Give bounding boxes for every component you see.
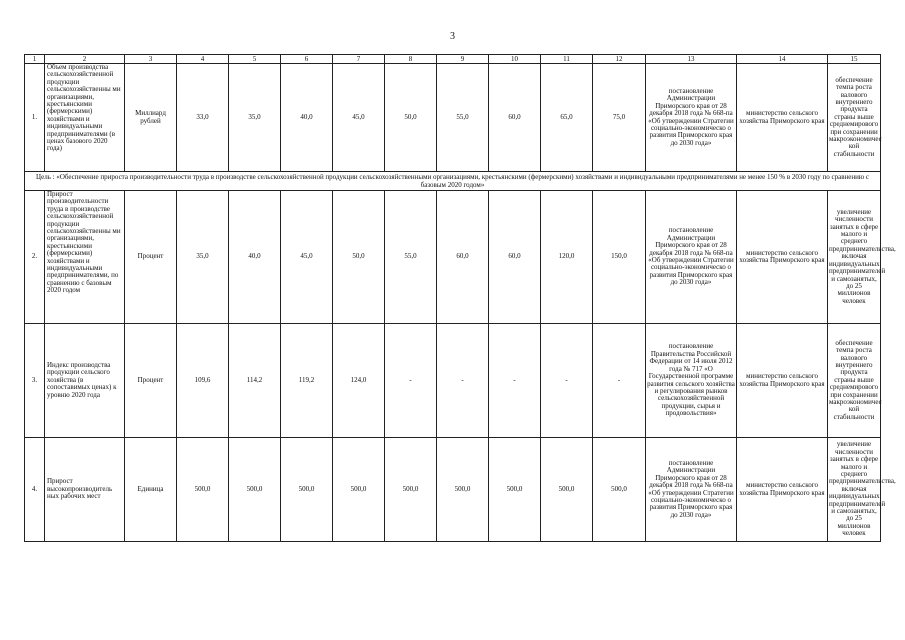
header-cell: 3: [125, 55, 177, 64]
row-number: 4.: [25, 438, 45, 542]
table-row: [25, 64, 881, 172]
responsible-cell: министерство сельского хозяйства Приморского края: [737, 64, 828, 172]
responsible-cell: министерство сельского хозяйства Приморского края: [737, 191, 828, 324]
value-cell: 55,0: [385, 191, 437, 324]
value-cell: 500,0: [437, 438, 489, 542]
header-cell: 4: [177, 55, 229, 64]
document-cell: постановление Правительства Российской Федерации от 14 июля 2012 года № 717 «О Государственной программе развития сельского хозяйства и регулирования рынков сельскохозяйственной продукции, сырья и продовольствия»: [646, 324, 737, 438]
value-cell: 50,0: [333, 191, 385, 324]
value-cell: 500,0: [489, 438, 541, 542]
table-row: [25, 324, 881, 438]
value-cell: -: [541, 324, 593, 438]
indicator-name: Объем производства сельскохозяйственной продукции сельскохозяйственны ми организациями, крестьянскими (фермерскими) хозяйствами и индивидуальными предпринимателями (в ценах базового 2020 года): [45, 64, 125, 172]
value-cell: -: [593, 324, 646, 438]
header-cell: 9: [437, 55, 489, 64]
goal-row: [25, 172, 881, 191]
value-cell: 60,0: [437, 191, 489, 324]
indicator-name: Прирост высокопроизводитель ных рабочих мест: [45, 438, 125, 542]
document-cell: постановление Администрации Приморского края от 28 декабря 2018 года № 668-па «Об утверждении Стратегии социально-экономическо о развития Приморского края до 2030 года»: [646, 438, 737, 542]
document-cell: постановление Администрации Приморского края от 28 декабря 2018 года № 668-па «Об утверждении Стратегии социально-экономическо о развития Приморского края до 2030 года»: [646, 191, 737, 324]
value-cell: 45,0: [333, 64, 385, 172]
header-cell: 15: [828, 55, 881, 64]
value-cell: 500,0: [281, 438, 333, 542]
value-cell: 45,0: [281, 191, 333, 324]
value-cell: 35,0: [177, 191, 229, 324]
value-cell: 500,0: [541, 438, 593, 542]
value-cell: -: [489, 324, 541, 438]
value-cell: 120,0: [541, 191, 593, 324]
unit-cell: Единица: [125, 438, 177, 542]
value-cell: 500,0: [593, 438, 646, 542]
indicators-table: [24, 54, 896, 542]
value-cell: 124,0: [333, 324, 385, 438]
goal-text: Цель : «Обеспечение прироста производительности труда в производстве сельскохозяйственной продукции сельскохозяйственными организациями, крестьянскими (фермерскими) хозяйствами и индивидуальными предпринимателями не менее 150 % в 2030 году по сравнению с базовым 2020 годом»: [25, 172, 881, 191]
header-cell: 2: [45, 55, 125, 64]
header-cell: 1: [25, 55, 45, 64]
value-cell: 500,0: [385, 438, 437, 542]
header-cell: 8: [385, 55, 437, 64]
value-cell: 500,0: [333, 438, 385, 542]
header-cell: 12: [593, 55, 646, 64]
result-cell: увеличение численности занятых в сфере малого и среднего предпринимательства, включая индивидуальных предпринимателей и самозанятых, до 25 миллионов человек: [828, 438, 881, 542]
value-cell: 60,0: [489, 191, 541, 324]
table-row: [25, 438, 881, 542]
value-cell: -: [437, 324, 489, 438]
result-cell: увеличение численности занятых в сфере малого и среднего предпринимательства, включая индивидуальных предпринимателей и самозанятых, до 25 миллионов человек: [828, 191, 881, 324]
indicator-name: Прирост производительности труда в производстве сельскохозяйственной продукции сельскохозяйственны ми организациями, крестьянскими (фермерскими) хозяйствами и индивидуальными предпринимателями, по сравнению с базовым 2020 годом: [45, 191, 125, 324]
value-cell: 33,0: [177, 64, 229, 172]
table-header-row: [25, 55, 881, 64]
value-cell: 40,0: [229, 191, 281, 324]
header-cell: 6: [281, 55, 333, 64]
row-number: 3.: [25, 324, 45, 438]
value-cell: 35,0: [229, 64, 281, 172]
value-cell: 119,2: [281, 324, 333, 438]
page-number: 3: [450, 31, 455, 42]
row-number: 1.: [25, 64, 45, 172]
header-cell: 5: [229, 55, 281, 64]
value-cell: -: [385, 324, 437, 438]
header-cell: 14: [737, 55, 828, 64]
value-cell: 50,0: [385, 64, 437, 172]
value-cell: 500,0: [177, 438, 229, 542]
responsible-cell: министерство сельского хозяйства Приморского края: [737, 324, 828, 438]
value-cell: 500,0: [229, 438, 281, 542]
header-cell: 11: [541, 55, 593, 64]
value-cell: 60,0: [489, 64, 541, 172]
value-cell: 40,0: [281, 64, 333, 172]
value-cell: 75,0: [593, 64, 646, 172]
value-cell: 114,2: [229, 324, 281, 438]
table-row: [25, 191, 881, 324]
indicator-name: Индекс производства продукции сельского хозяйства (в сопоставимых ценах) к уровню 2020 года: [45, 324, 125, 438]
row-number: 2.: [25, 191, 45, 324]
header-cell: 10: [489, 55, 541, 64]
responsible-cell: министерство сельского хозяйства Приморского края: [737, 438, 828, 542]
value-cell: 109,6: [177, 324, 229, 438]
value-cell: 55,0: [437, 64, 489, 172]
value-cell: 65,0: [541, 64, 593, 172]
unit-cell: Процент: [125, 324, 177, 438]
header-cell: 7: [333, 55, 385, 64]
header-cell: 13: [646, 55, 737, 64]
result-cell: обеспечение темпа роста валового внутреннего продукта страны выше среднемирового при сохранении макроэкономичес кой стабильности: [828, 324, 881, 438]
value-cell: 150,0: [593, 191, 646, 324]
document-cell: постановление Администрации Приморского края от 28 декабря 2018 года № 668-па «Об утверждении Стратегии социально-экономическо о развития Приморского края до 2030 года»: [646, 64, 737, 172]
unit-cell: Миллиард рублей: [125, 64, 177, 172]
result-cell: обеспечение темпа роста валового внутреннего продукта страны выше среднемирового при сохранении макроэкономичес кой стабильности: [828, 64, 881, 172]
unit-cell: Процент: [125, 191, 177, 324]
